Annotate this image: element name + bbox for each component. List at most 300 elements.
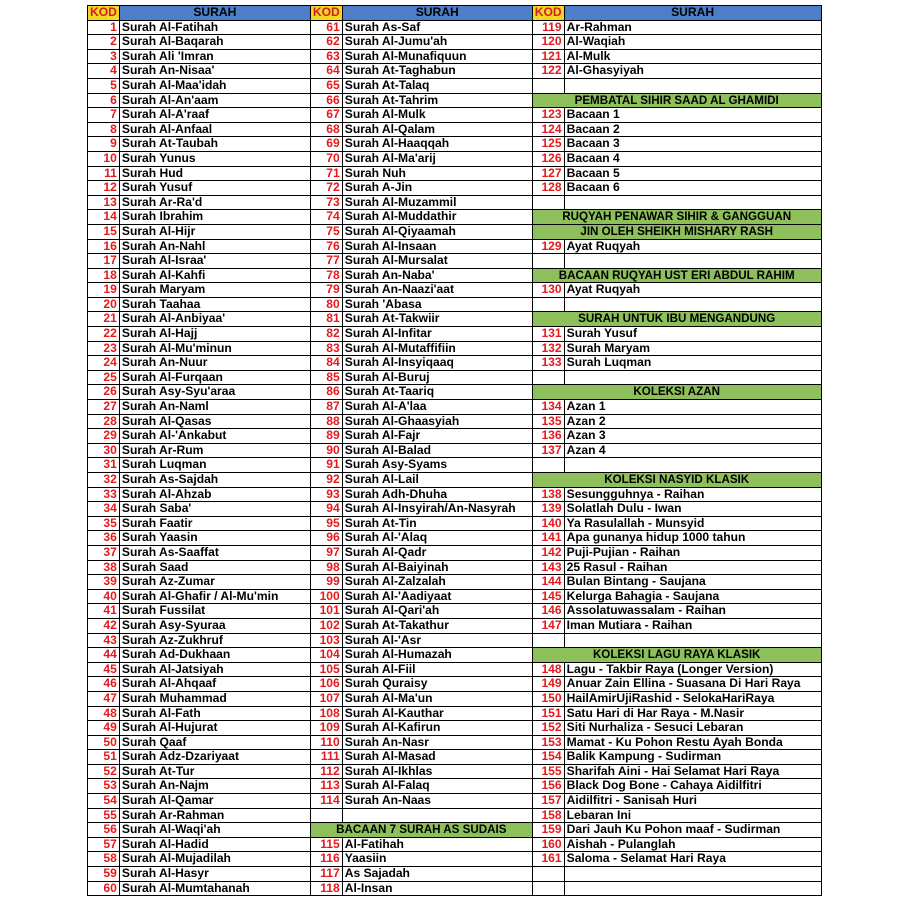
kod-cell: 114 [310, 794, 342, 809]
surah-name-cell: Surah At-Takathur [342, 618, 532, 633]
kod-cell: 77 [310, 254, 342, 269]
kod-cell: 52 [88, 764, 120, 779]
kod-cell: 96 [310, 531, 342, 546]
surah-name-cell: Surah Saad [119, 560, 310, 575]
surah-name-cell: Azan 1 [564, 400, 821, 415]
kod-cell: 11 [88, 166, 120, 181]
kod-cell: 1 [88, 20, 120, 35]
table-row [88, 327, 822, 342]
kod-cell: 7 [88, 108, 120, 123]
surah-name-cell: Surah Asy-Syu'araa [119, 385, 310, 400]
surah-name-cell: Surah An-Naba' [342, 268, 532, 283]
kod-cell: 101 [310, 604, 342, 619]
kod-cell: 35 [88, 516, 120, 531]
kod-cell: 41 [88, 604, 120, 619]
surah-name-cell: Surah Al-Furqaan [119, 370, 310, 385]
surah-name-cell: Surah Al-Zalzalah [342, 575, 532, 590]
surah-name-cell: Surah Al-Waqi'ah [119, 823, 310, 838]
table-row [88, 49, 822, 64]
surah-name-cell: Surah Al-'Asr [342, 633, 532, 648]
section-header: JIN OLEH SHEIKH MISHARY RASH [532, 224, 821, 239]
table-row [88, 633, 822, 648]
surah-name-cell: Surah An-Nahl [119, 239, 310, 254]
kod-cell: 27 [88, 400, 120, 415]
surah-name-cell: Surah Al-Ma'un [342, 691, 532, 706]
table-row [88, 429, 822, 444]
surah-name-cell: Sesungguhnya - Raihan [564, 487, 821, 502]
kod-cell: 111 [310, 750, 342, 765]
surah-name-cell: Surah Al-Humazah [342, 648, 532, 663]
table-row [88, 35, 822, 50]
kod-cell: 105 [310, 662, 342, 677]
surah-name-cell: Yaasiin [342, 852, 532, 867]
kod-cell: 161 [532, 852, 564, 867]
kod-cell: 62 [310, 35, 342, 50]
surah-name-cell: Surah Al-Mu'minun [119, 341, 310, 356]
surah-name-cell: Surah Al-Kafirun [342, 721, 532, 736]
kod-cell: 25 [88, 370, 120, 385]
kod-cell: 95 [310, 516, 342, 531]
surah-name-cell: Surah At-Taariq [342, 385, 532, 400]
surah-name-cell: Surah An-Naazi'aat [342, 283, 532, 298]
surah-name-cell: Surah Asy-Syams [342, 458, 532, 473]
kod-cell: 9 [88, 137, 120, 152]
kod-cell: 106 [310, 677, 342, 692]
surah-name-cell: Surah Al-Anfaal [119, 122, 310, 137]
kod-cell: 19 [88, 283, 120, 298]
kod-cell: 4 [88, 64, 120, 79]
kod-cell: 12 [88, 181, 120, 196]
surah-name-cell: Bacaan 5 [564, 166, 821, 181]
kod-cell: 131 [532, 327, 564, 342]
surah-name-cell: 25 Rasul - Raihan [564, 560, 821, 575]
surah-name-cell: Surah Al-Munafiquun [342, 49, 532, 64]
kod-cell: 134 [532, 400, 564, 415]
surah-name-cell: Surah Al-An'aam [119, 93, 310, 108]
kod-cell: 125 [532, 137, 564, 152]
surah-name-cell: HailAmirUjiRashid - SelokaHariRaya [564, 691, 821, 706]
kod-cell: 76 [310, 239, 342, 254]
surah-name-cell: Surah An-Nuur [119, 356, 310, 371]
kod-cell: 139 [532, 502, 564, 517]
surah-name-cell: Surah Al-Jatsiyah [119, 662, 310, 677]
kod-cell: 97 [310, 545, 342, 560]
table-row [88, 794, 822, 809]
surah-name-cell: Aidilfitri - Sanisah Huri [564, 794, 821, 809]
table-row [88, 297, 822, 312]
surah-name-cell: Kelurga Bahagia - Saujana [564, 589, 821, 604]
kod-cell: 115 [310, 837, 342, 852]
kod-cell: 79 [310, 283, 342, 298]
surah-name-cell: Surah Al-Fiil [342, 662, 532, 677]
table-row [88, 93, 822, 108]
kod-cell: 130 [532, 283, 564, 298]
surah-name-cell: Bacaan 4 [564, 151, 821, 166]
surah-name-cell [564, 195, 821, 210]
kod-cell [532, 370, 564, 385]
surah-name-cell: Lagu - Takbir Raya (Longer Version) [564, 662, 821, 677]
table-row [88, 122, 822, 137]
surah-name-cell: Surah As-Saaffat [119, 545, 310, 560]
surah-name-cell: Surah An-Nisaa' [119, 64, 310, 79]
surah-name-cell: Puji-Pujian - Raihan [564, 545, 821, 560]
surah-name-cell: Surah Al-Mutaffifiin [342, 341, 532, 356]
table-row [88, 575, 822, 590]
surah-name-cell: Surah At-Tin [342, 516, 532, 531]
kod-cell: 6 [88, 93, 120, 108]
section-header: PEMBATAL SIHIR SAAD AL GHAMIDI [532, 93, 821, 108]
kod-cell: 44 [88, 648, 120, 663]
section-header: KOLEKSI LAGU RAYA KLASIK [532, 648, 821, 663]
surah-name-cell [342, 808, 532, 823]
surah-name-cell: As Sajadah [342, 867, 532, 882]
kod-cell [532, 458, 564, 473]
surah-name-cell: Surah Yunus [119, 151, 310, 166]
surah-name-cell: Surah Al-Qalam [342, 122, 532, 137]
surah-name-cell: Surah Al-Qadr [342, 545, 532, 560]
kod-cell: 8 [88, 122, 120, 137]
kod-cell: 100 [310, 589, 342, 604]
table-row [88, 312, 822, 327]
surah-name-cell: Surah At-Tahrim [342, 93, 532, 108]
surah-name-cell [564, 867, 821, 882]
kod-cell: 142 [532, 545, 564, 560]
surah-name-cell: Ar-Rahman [564, 20, 821, 35]
surah-name-cell: Surah Asy-Syuraa [119, 618, 310, 633]
surah-name-cell: Surah Al-Insyirah/An-Nasyrah [342, 502, 532, 517]
surah-name-cell: Surah Al-Qari'ah [342, 604, 532, 619]
kod-cell: 82 [310, 327, 342, 342]
surah-name-cell: Surah Al-'Aadiyaat [342, 589, 532, 604]
kod-cell: 91 [310, 458, 342, 473]
surah-name-cell: Surah Al-Balad [342, 443, 532, 458]
kod-cell: 140 [532, 516, 564, 531]
surah-name-cell: Surah Az-Zumar [119, 575, 310, 590]
kod-cell: 26 [88, 385, 120, 400]
table-row [88, 662, 822, 677]
kod-cell: 71 [310, 166, 342, 181]
table-row [88, 764, 822, 779]
table-row [88, 108, 822, 123]
kod-cell [532, 297, 564, 312]
kod-cell: 55 [88, 808, 120, 823]
kod-cell: 136 [532, 429, 564, 444]
table-row [88, 618, 822, 633]
table-row [88, 166, 822, 181]
surah-name-cell: Surah At-Taubah [119, 137, 310, 152]
surah-name-cell: Siti Nurhaliza - Sesuci Lebaran [564, 721, 821, 736]
surah-name-cell: Solatlah Dulu - Iwan [564, 502, 821, 517]
table-row [88, 151, 822, 166]
kod-cell: 39 [88, 575, 120, 590]
surah-name-cell: Surah Al-Ahqaaf [119, 677, 310, 692]
kod-cell: 54 [88, 794, 120, 809]
surah-name-cell: Surah Al-Qiyaamah [342, 224, 532, 239]
surah-name-cell: Surah Adz-Dzariyaat [119, 750, 310, 765]
kod-cell: 103 [310, 633, 342, 648]
kod-cell: 148 [532, 662, 564, 677]
surah-name-cell: Surah Ar-Rum [119, 443, 310, 458]
surah-name-cell [564, 881, 821, 896]
kod-cell: 17 [88, 254, 120, 269]
surah-name-cell: Surah As-Sajdah [119, 473, 310, 488]
surah-name-cell: Surah Taahaa [119, 297, 310, 312]
kod-cell: 65 [310, 78, 342, 93]
table-row [88, 268, 822, 283]
surah-name-cell: Azan 2 [564, 414, 821, 429]
kod-cell: 102 [310, 618, 342, 633]
surah-name-cell: Al-Insan [342, 881, 532, 896]
surah-name-cell: Surah Al-Insaan [342, 239, 532, 254]
surah-name-cell: Surah Al-A'laa [342, 400, 532, 415]
kod-cell: 94 [310, 502, 342, 517]
surah-name-cell: Surah Al-Muddathir [342, 210, 532, 225]
surah-name-cell: Lebaran Ini [564, 808, 821, 823]
table-row [88, 283, 822, 298]
surah-name-cell: Surah Al-Israa' [119, 254, 310, 269]
surah-name-cell: Surah Yusuf [119, 181, 310, 196]
kod-cell: 132 [532, 341, 564, 356]
table-row [88, 400, 822, 415]
kod-cell: 88 [310, 414, 342, 429]
kod-cell: 146 [532, 604, 564, 619]
kod-cell: 129 [532, 239, 564, 254]
kod-cell: 124 [532, 122, 564, 137]
surah-name-cell: Surah Al-Mulk [342, 108, 532, 123]
header-row [88, 6, 822, 21]
kod-cell: 28 [88, 414, 120, 429]
kod-cell: 58 [88, 852, 120, 867]
kod-cell: 46 [88, 677, 120, 692]
kod-cell: 57 [88, 837, 120, 852]
table-row [88, 195, 822, 210]
surah-name-cell: Surah An-Nasr [342, 735, 532, 750]
table-row [88, 224, 822, 239]
kod-cell: 99 [310, 575, 342, 590]
kod-cell: 128 [532, 181, 564, 196]
table-body [88, 20, 822, 896]
kod-cell: 60 [88, 881, 120, 896]
table-row [88, 852, 822, 867]
kod-cell: 151 [532, 706, 564, 721]
kod-cell: 31 [88, 458, 120, 473]
kod-cell: 80 [310, 297, 342, 312]
header-surah-3: SURAH [564, 6, 821, 21]
kod-cell: 15 [88, 224, 120, 239]
kod-cell: 116 [310, 852, 342, 867]
kod-cell: 2 [88, 35, 120, 50]
table-row [88, 735, 822, 750]
surah-name-cell: Surah Ar-Rahman [119, 808, 310, 823]
kod-cell: 50 [88, 735, 120, 750]
surah-name-cell: Surah Al-Ma'arij [342, 151, 532, 166]
surah-name-cell: Surah At-Talaq [342, 78, 532, 93]
surah-name-cell: Surah Ibrahim [119, 210, 310, 225]
surah-name-cell: Surah Al-Ikhlas [342, 764, 532, 779]
kod-cell: 49 [88, 721, 120, 736]
surah-name-cell: Al-Waqiah [564, 35, 821, 50]
surah-name-cell: Surah Al-Mursalat [342, 254, 532, 269]
surah-name-cell: Al-Mulk [564, 49, 821, 64]
surah-name-cell: Surah Al-Jumu'ah [342, 35, 532, 50]
kod-cell: 64 [310, 64, 342, 79]
surah-name-cell: Surah At-Tur [119, 764, 310, 779]
kod-cell: 59 [88, 867, 120, 882]
kod-cell: 109 [310, 721, 342, 736]
surah-name-cell: Surah Al-Hajj [119, 327, 310, 342]
surah-name-cell: Surah Al-Qasas [119, 414, 310, 429]
kod-cell: 33 [88, 487, 120, 502]
surah-name-cell: Ya Rasulallah - Munsyid [564, 516, 821, 531]
table-row [88, 356, 822, 371]
kod-cell [532, 867, 564, 882]
surah-name-cell: Surah Al-Ghafir / Al-Mu'min [119, 589, 310, 604]
kod-cell: 75 [310, 224, 342, 239]
surah-name-cell: Surah Fussilat [119, 604, 310, 619]
surah-name-cell: Surah A-Jin [342, 181, 532, 196]
kod-cell: 3 [88, 49, 120, 64]
kod-cell: 38 [88, 560, 120, 575]
kod-cell: 118 [310, 881, 342, 896]
surah-name-cell: Surah Muhammad [119, 691, 310, 706]
kod-cell: 42 [88, 618, 120, 633]
surah-name-cell: Black Dog Bone - Cahaya Aidilfitri [564, 779, 821, 794]
surah-name-cell: Surah Ad-Dukhaan [119, 648, 310, 663]
kod-cell: 13 [88, 195, 120, 210]
surah-name-cell: Surah Saba' [119, 502, 310, 517]
kod-cell: 155 [532, 764, 564, 779]
surah-name-cell: Surah Al-Baqarah [119, 35, 310, 50]
surah-name-cell: Balik Kampung - Sudirman [564, 750, 821, 765]
kod-cell: 43 [88, 633, 120, 648]
kod-cell: 92 [310, 473, 342, 488]
surah-name-cell: Surah Faatir [119, 516, 310, 531]
kod-cell: 83 [310, 341, 342, 356]
kod-cell: 133 [532, 356, 564, 371]
kod-cell: 122 [532, 64, 564, 79]
kod-cell: 157 [532, 794, 564, 809]
surah-name-cell: Surah Luqman [564, 356, 821, 371]
surah-name-cell: Assolatuwassalam - Raihan [564, 604, 821, 619]
surah-name-cell: Surah Yusuf [564, 327, 821, 342]
table-row [88, 137, 822, 152]
kod-cell: 126 [532, 151, 564, 166]
table-row [88, 779, 822, 794]
kod-cell: 113 [310, 779, 342, 794]
surah-name-cell: Surah Al-Muzammil [342, 195, 532, 210]
surah-name-cell: Satu Hari di Har Raya - M.Nasir [564, 706, 821, 721]
table-row [88, 181, 822, 196]
table-row [88, 531, 822, 546]
kod-cell: 63 [310, 49, 342, 64]
surah-name-cell: Surah At-Takwiir [342, 312, 532, 327]
surah-name-cell [564, 254, 821, 269]
table-row [88, 78, 822, 93]
kod-cell: 145 [532, 589, 564, 604]
surah-name-cell: Surah Maryam [119, 283, 310, 298]
kod-cell: 36 [88, 531, 120, 546]
kod-cell [532, 881, 564, 896]
table-row [88, 560, 822, 575]
table-row [88, 341, 822, 356]
kod-cell: 121 [532, 49, 564, 64]
kod-cell: 141 [532, 531, 564, 546]
kod-cell: 61 [310, 20, 342, 35]
surah-name-cell: Surah Al-Fath [119, 706, 310, 721]
kod-cell: 67 [310, 108, 342, 123]
table-row [88, 691, 822, 706]
surah-name-cell: Surah At-Taghabun [342, 64, 532, 79]
kod-cell: 22 [88, 327, 120, 342]
kod-cell: 32 [88, 473, 120, 488]
surah-name-cell: Surah Maryam [564, 341, 821, 356]
table-row [88, 648, 822, 663]
kod-cell: 117 [310, 867, 342, 882]
surah-name-cell: Ayat Ruqyah [564, 239, 821, 254]
surah-name-cell: Surah Nuh [342, 166, 532, 181]
table-row [88, 706, 822, 721]
surah-name-cell: Surah 'Abasa [342, 297, 532, 312]
table-row [88, 502, 822, 517]
surah-name-cell: Iman Mutiara - Raihan [564, 618, 821, 633]
surah-name-cell: Surah Al-Anbiyaa' [119, 312, 310, 327]
table-row [88, 254, 822, 269]
table-row [88, 545, 822, 560]
kod-cell: 37 [88, 545, 120, 560]
surah-name-cell: Bacaan 2 [564, 122, 821, 137]
surah-name-cell: Surah Al-Hasyr [119, 867, 310, 882]
surah-name-cell: Surah Az-Zukhruf [119, 633, 310, 648]
table-row [88, 443, 822, 458]
kod-cell: 98 [310, 560, 342, 575]
kod-cell: 107 [310, 691, 342, 706]
kod-cell: 34 [88, 502, 120, 517]
kod-cell: 81 [310, 312, 342, 327]
section-header: SURAH UNTUK IBU MENGANDUNG [532, 312, 821, 327]
kod-cell: 150 [532, 691, 564, 706]
surah-name-cell [564, 370, 821, 385]
section-header: BACAAN RUQYAH UST ERI ABDUL RAHIM [532, 268, 821, 283]
surah-name-cell: Azan 3 [564, 429, 821, 444]
kod-cell: 89 [310, 429, 342, 444]
table-row [88, 487, 822, 502]
surah-name-cell: Surah Al-Fajr [342, 429, 532, 444]
kod-cell: 53 [88, 779, 120, 794]
table-row [88, 473, 822, 488]
table-row [88, 837, 822, 852]
table-row [88, 210, 822, 225]
kod-cell: 144 [532, 575, 564, 590]
surah-name-cell [564, 297, 821, 312]
surah-name-cell: Azan 4 [564, 443, 821, 458]
kod-cell: 152 [532, 721, 564, 736]
kod-cell: 14 [88, 210, 120, 225]
table-row [88, 516, 822, 531]
surah-name-cell: Ayat Ruqyah [564, 283, 821, 298]
kod-cell: 154 [532, 750, 564, 765]
kod-cell: 47 [88, 691, 120, 706]
kod-cell [532, 254, 564, 269]
section-header: KOLEKSI NASYID KLASIK [532, 473, 821, 488]
kod-cell: 66 [310, 93, 342, 108]
surah-name-cell: Surah Al-Haaqqah [342, 137, 532, 152]
surah-name-cell: Surah Al-Ahzab [119, 487, 310, 502]
kod-cell: 68 [310, 122, 342, 137]
header-surah-1: SURAH [119, 6, 310, 21]
surah-name-cell: Surah Yaasin [119, 531, 310, 546]
surah-name-cell: Surah An-Naml [119, 400, 310, 415]
kod-cell: 21 [88, 312, 120, 327]
